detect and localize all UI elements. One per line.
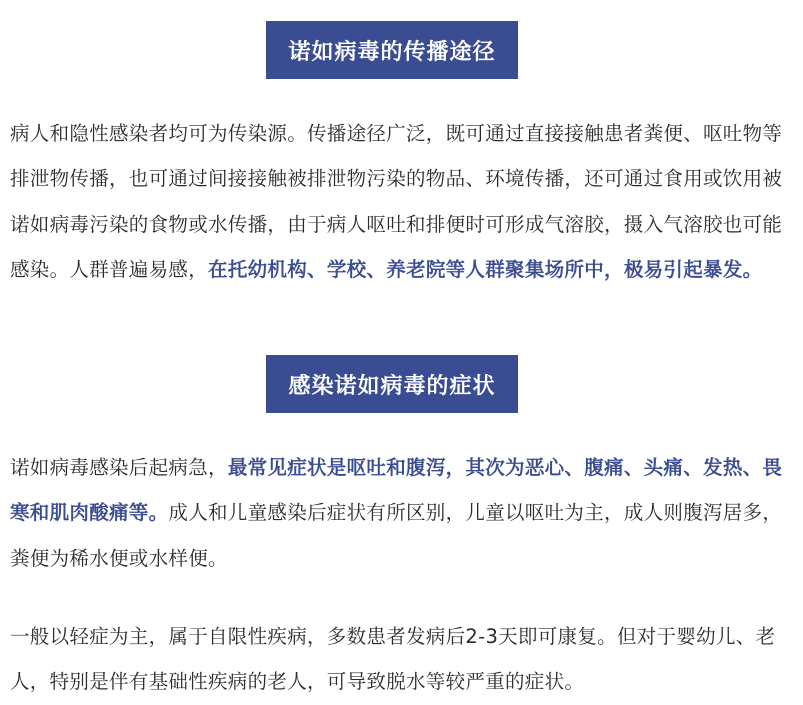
prognosis-paragraph: 一般以轻症为主，属于自限性疾病，多数患者发病后2-3天即可康复。但对于婴幼儿、老人，特别是伴有基础性疾病的老人，可导致脱水等较严重的症状。 bbox=[10, 625, 776, 694]
symptoms-text-detail: 成人和儿童感染后症状有所区别，儿童以呕吐为主，成人则腹泻居多，粪便为稀水便或水样便。 bbox=[10, 501, 783, 570]
symptoms-paragraph bbox=[10, 445, 794, 581]
section-title-transmission: 诺如病毒的传播途径 bbox=[266, 21, 518, 79]
section-title-symptoms: 感染诺如病毒的症状 bbox=[266, 355, 518, 413]
transmission-paragraph bbox=[10, 111, 794, 292]
symptoms-text-intro: 诺如病毒感染后起病急， bbox=[10, 456, 228, 479]
symptoms-highlight: 最常见症状是呕吐和腹泻，其次为恶心、腹痛、头痛、发热、畏寒和肌肉酸痛等。 bbox=[10, 456, 783, 525]
transmission-highlight: 在托幼机构、学校、养老院等人群聚集场所中，极易引起暴发。 bbox=[208, 257, 763, 281]
transmission-text: 病人和隐性感染者均可为传染源。传播途径广泛，既可通过直接接触患者粪便、呕吐物等排泄物传播，也可通过间接接触被排泄物污染的物品、环境传播，还可通过食用或饮用被诺如病毒污染的食物或水传播，由于病人呕吐和排便时可形成气溶胶，摄入气溶胶也可能感染。人群普遍易感， bbox=[10, 122, 783, 281]
